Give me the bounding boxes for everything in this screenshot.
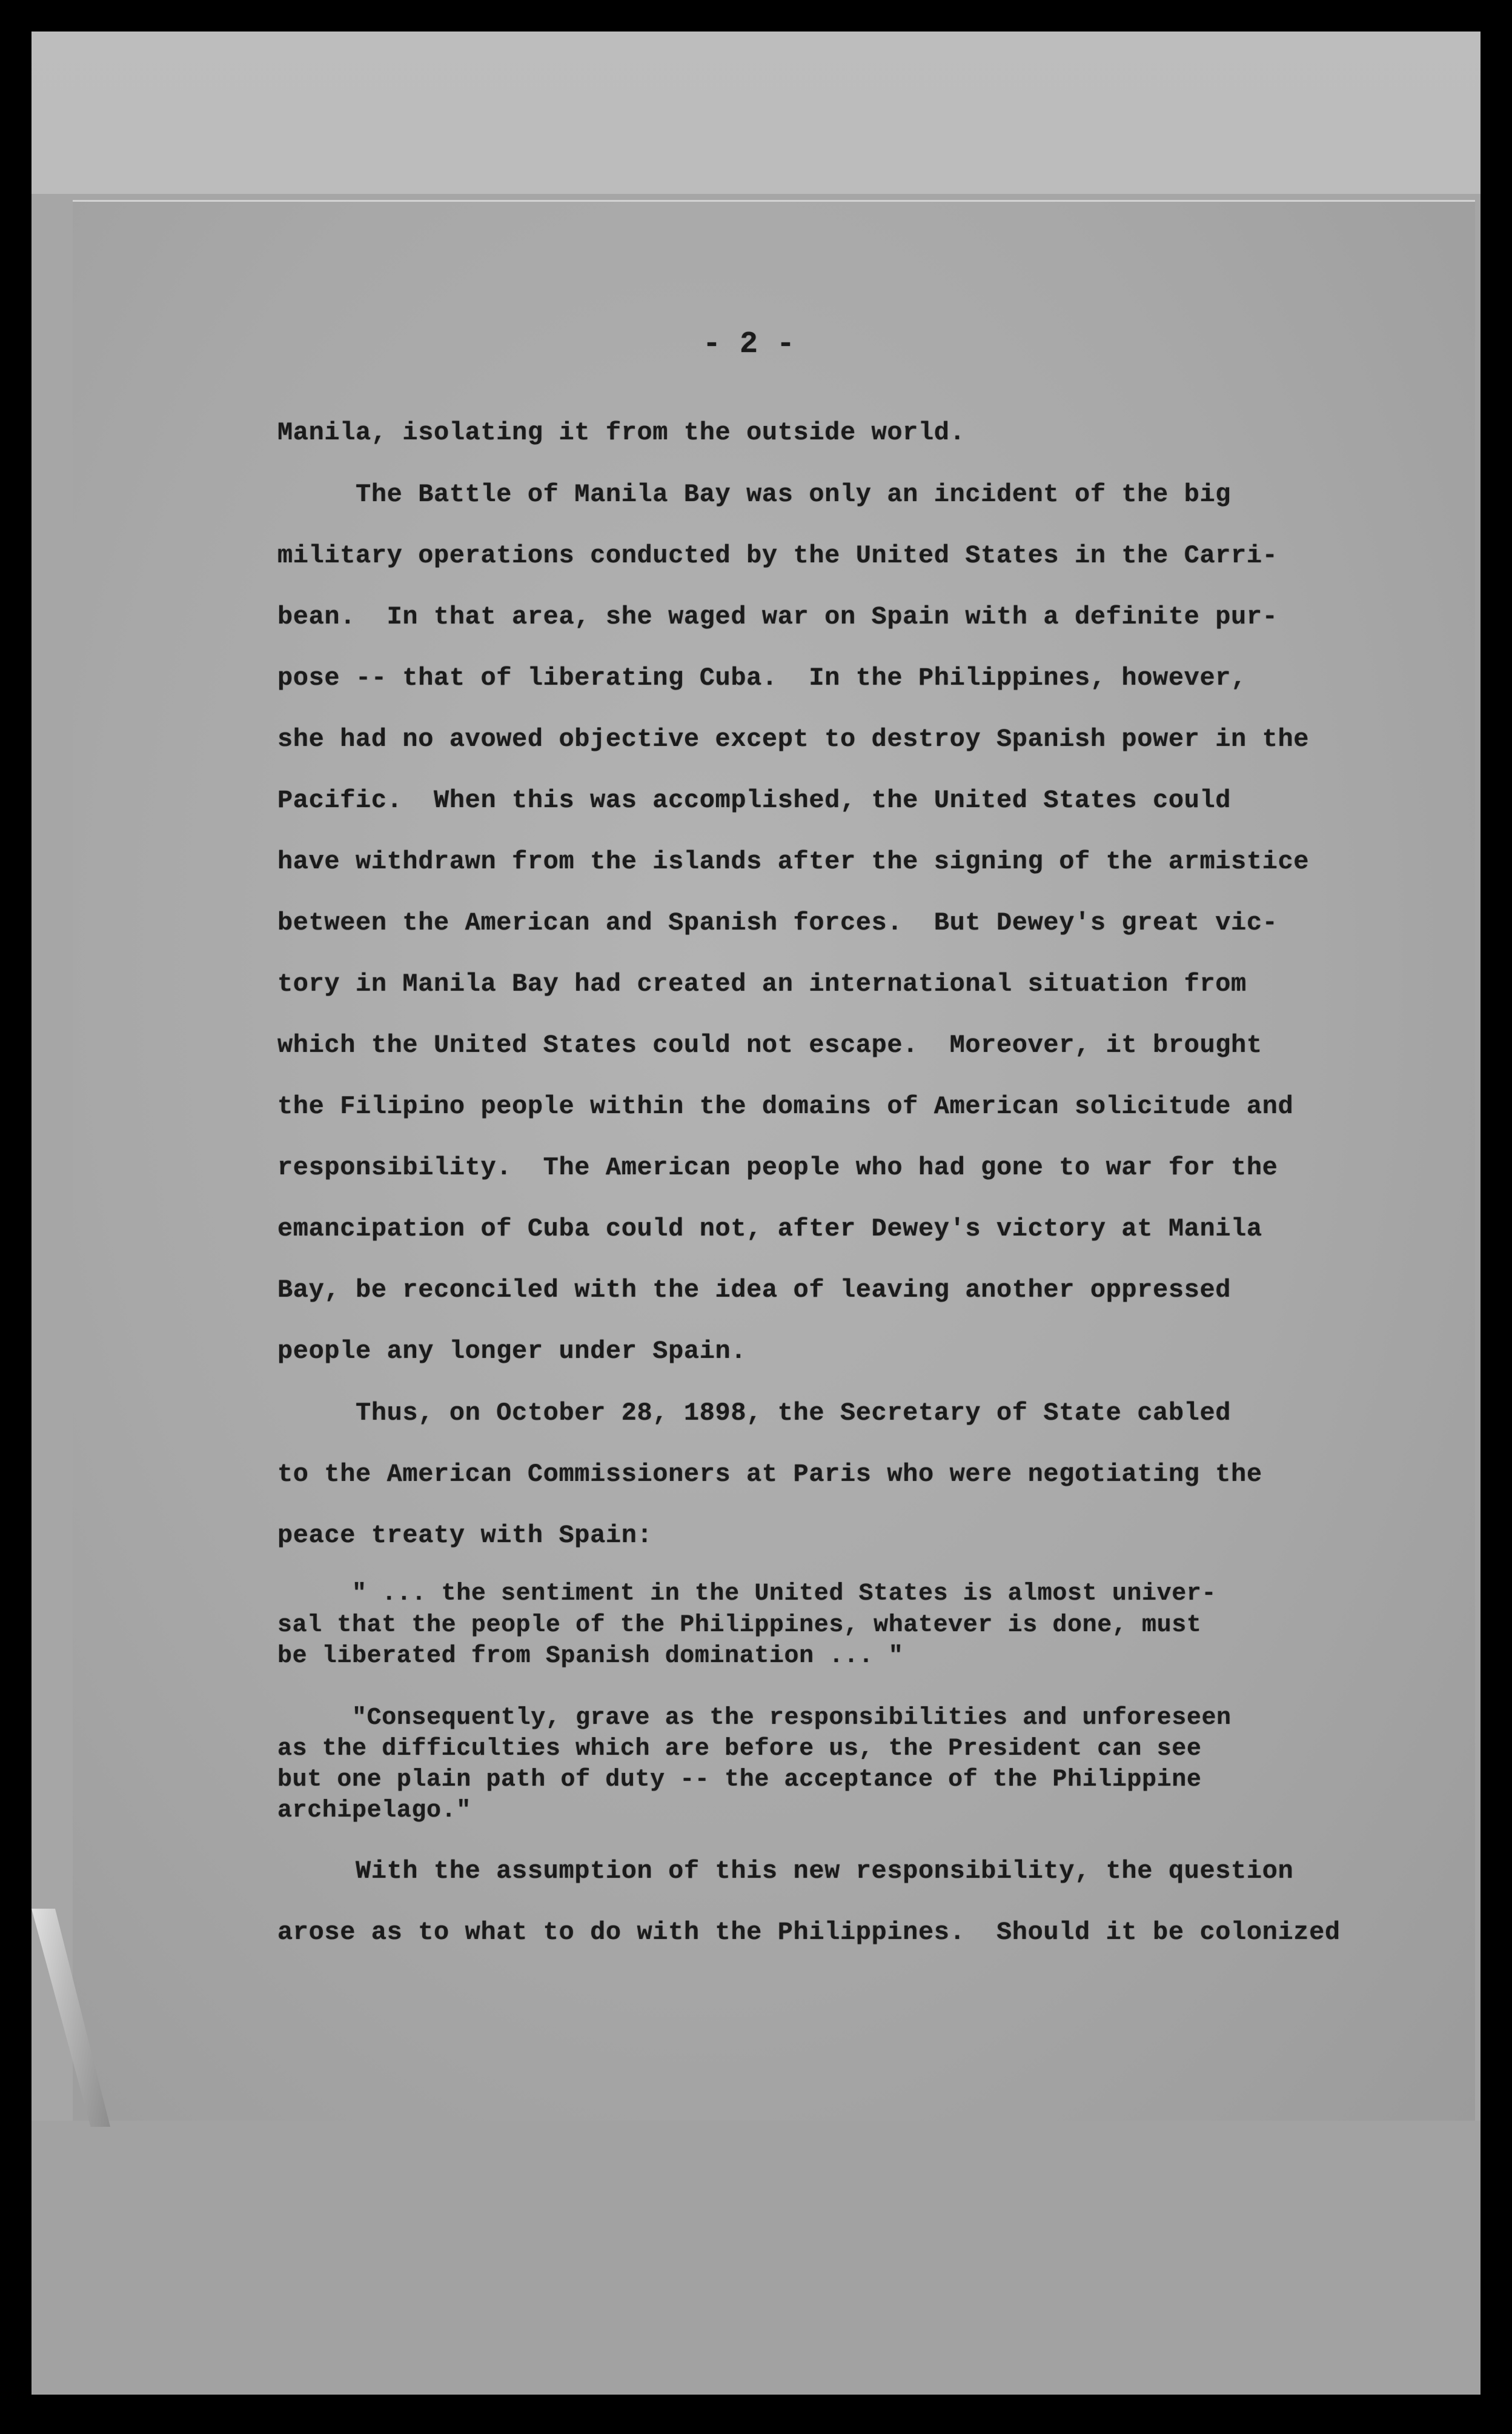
text-line: have withdrawn from the islands after the signing of the armistice [277,847,1310,876]
quote-line: be liberated from Spanish domination ... " [277,1643,904,1670]
text-line: With the assumption of this new responsibility, the question [277,1857,1294,1886]
text-line: to the American Commissioners at Paris who were negotiating the [277,1460,1262,1489]
text-line: tory in Manila Bay had created an international situation from [277,969,1247,999]
quote-line: but one plain path of duty -- the acceptance of the Philippine [277,1766,1202,1794]
text-line: she had no avowed objective except to destroy Spanish power in the [277,725,1310,754]
text-line: bean. In that area, she waged war on Spain with a definite pur- [277,602,1278,631]
quote-line: "Consequently, grave as the responsibilities and unforeseen [277,1704,1232,1732]
text-line: which the United States could not escape. Moreover, it brought [277,1031,1262,1060]
text-line: emancipation of Cuba could not, after Dewey's victory at Manila [277,1214,1262,1243]
body-text [277,0,1428,2434]
text-line: Manila, isolating it from the outside world. [277,418,966,447]
text-line: people any longer under Spain. [277,1337,747,1366]
text-line: between the American and Spanish forces. But Dewey's great vic- [277,908,1278,937]
text-line: arose as to what to do with the Philippines. Should it be colonized [277,1918,1341,1947]
page-number: - 2 - [703,327,795,362]
quote-line: sal that the people of the Philippines, whatever is done, must [277,1612,1202,1639]
text-line: Pacific. When this was accomplished, the United States could [277,786,1232,815]
text-line: pose -- that of liberating Cuba. In the Philippines, however, [277,663,1247,693]
text-line: military operations conducted by the United States in the Carri- [277,541,1278,570]
text-line: the Filipino people within the domains of American solicitude and [277,1092,1294,1121]
text-line: The Battle of Manila Bay was only an incident of the big [277,480,1232,509]
text-line: peace treaty with Spain: [277,1521,653,1550]
quote-line: " ... the sentiment in the United States is almost univer- [277,1580,1217,1608]
text-line: Thus, on October 28, 1898, the Secretary of State cabled [277,1398,1232,1428]
quote-line: archipelago." [277,1797,471,1824]
text-line: responsibility. The American people who had gone to war for the [277,1153,1278,1182]
text-line: Bay, be reconciled with the idea of leaving another oppressed [277,1275,1232,1305]
quote-line: as the difficulties which are before us, the President can see [277,1735,1202,1763]
